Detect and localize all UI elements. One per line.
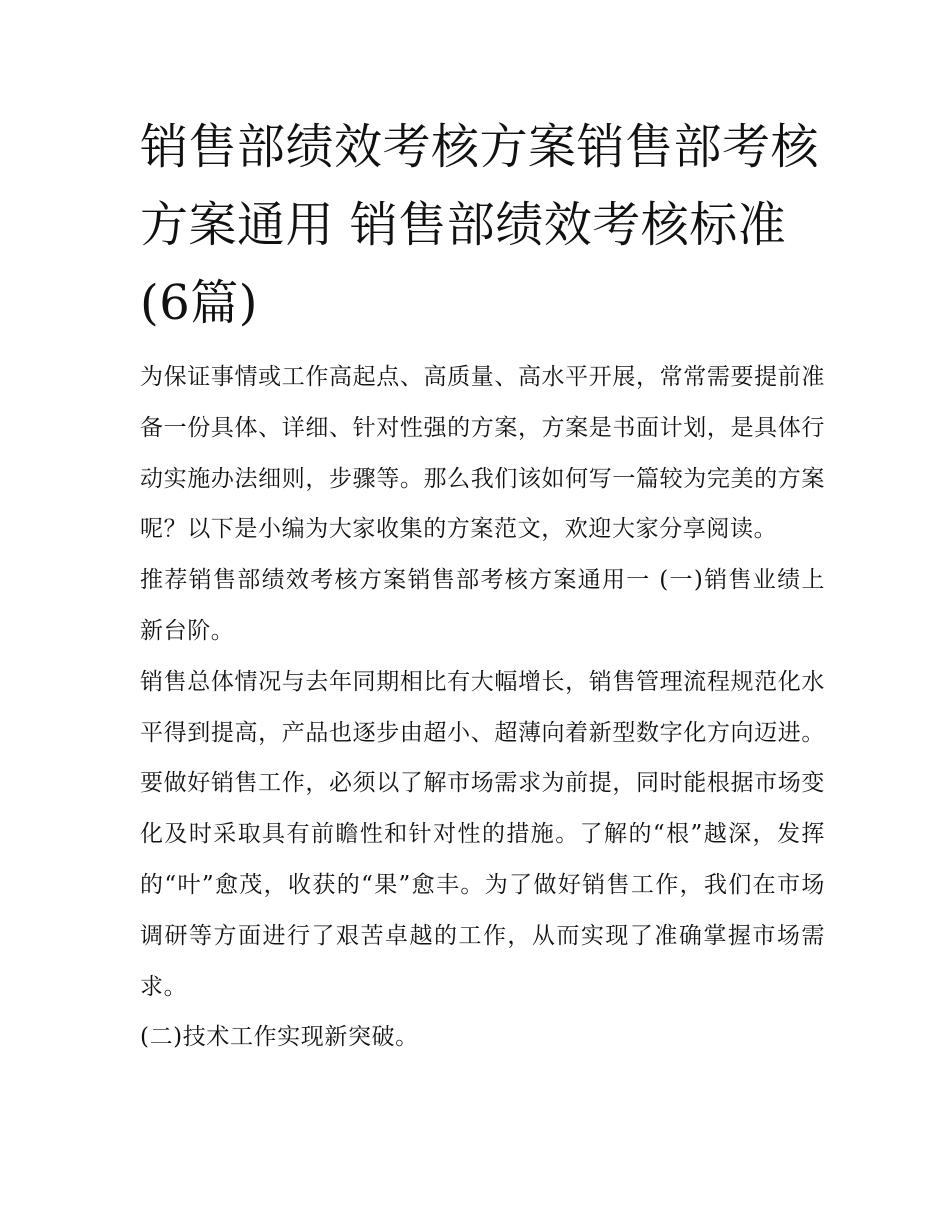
paragraph-section-two: (二)技术工作实现新突破。 [140,1024,419,1051]
paragraph-sales-overview: 销售总体情况与去年同期相比有大幅增长，销售管理流程规范化水平得到提高，产品也逐步由超小、超薄向着新型数字化方向迈进。要做好销售工作，必须以了解市场需求为前提，同时能根据市场变化及时采取具有前瞻性和针对性的措施。了解的“根”越深，发挥的“叶”愈茂，收获的“果”愈丰。为了做好销售工作，我们在市场调研等方面进行了艰苦卓越的工作，从而实现了准确掌握市场需求。 [140,668,825,1000]
paragraph-intro: 为保证事情或工作高起点、高质量、高水平开展，常常需要提前准备一份具体、详细、针对性强的方案，方案是书面计划，是具体行动实施办法细则，步骤等。那么我们该如何写一篇较为完美的方案呢？以下是小编为大家收集的方案范文，欢迎大家分享阅读。 [140,364,825,543]
document-title: 销售部绩效考核方案销售部考核方案通用 销售部绩效考核标准(6篇) [140,119,820,331]
document-body [140,352,825,1063]
paragraph-section-one: 推荐销售部绩效考核方案销售部考核方案通用一 (一)销售业绩上新台阶。 [140,567,825,644]
